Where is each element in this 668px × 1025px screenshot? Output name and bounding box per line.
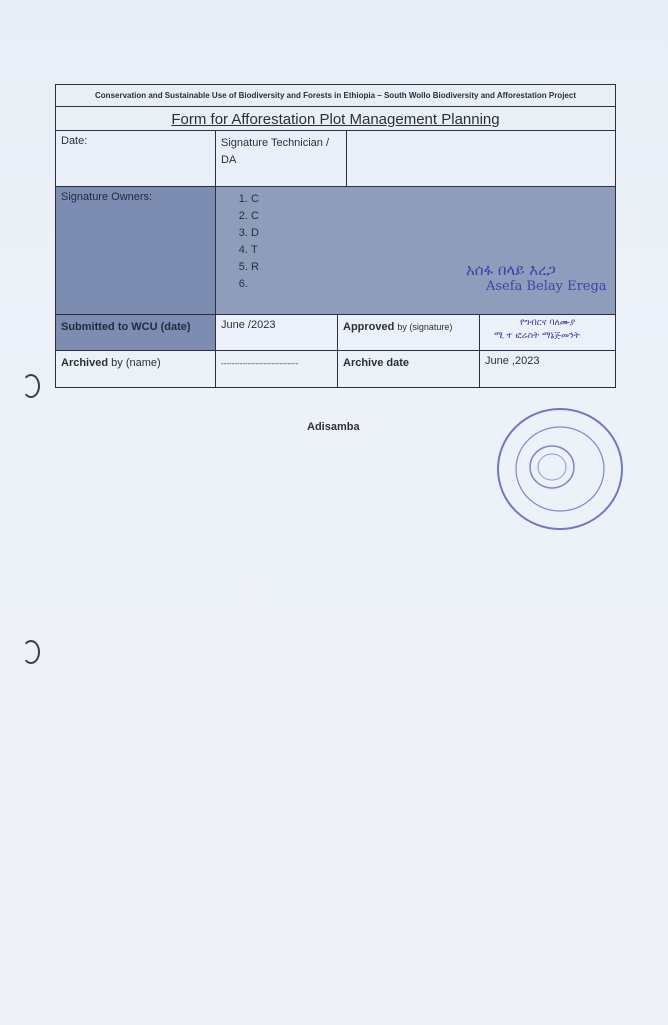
- submitted-row: [56, 315, 615, 351]
- owners-list-cell: [216, 187, 615, 314]
- afforestation-form: [55, 84, 616, 388]
- owner-item: 2. C: [251, 208, 610, 225]
- signature-technician-label: Signature Technician / DA: [216, 131, 347, 186]
- owner-item: 3. D: [251, 225, 610, 242]
- date-label: Date:: [56, 131, 216, 186]
- official-seal-icon: [494, 405, 626, 533]
- approval-signature-cell[interactable]: [480, 315, 615, 350]
- archived-value: -----------------------------: [216, 351, 338, 387]
- approved-label: Approved: [343, 321, 395, 333]
- signature-owners-row: [56, 187, 615, 315]
- project-title: Conservation and Sustainable Use of Biodiversity and Forests in Ethiopia – South Wollo Biodiversity and Afforestation Project: [95, 91, 576, 100]
- project-header-row: [56, 85, 615, 107]
- form-title-row: [56, 107, 615, 131]
- archived-row: [56, 351, 615, 387]
- archived-suffix: by (name): [111, 357, 161, 369]
- submitted-label: Submitted to WCU (date): [56, 315, 216, 350]
- approved-suffix: by (signature): [397, 322, 453, 332]
- form-title: Form for Afforestation Plot Management Planning: [171, 111, 500, 128]
- owner-item: 5. R: [251, 259, 610, 276]
- archived-label: Archived: [61, 357, 109, 369]
- archive-date-label: Archive date: [338, 351, 480, 387]
- archive-date-value: June ,2023: [485, 355, 540, 367]
- signature-owners-label: Signature Owners:: [56, 187, 216, 314]
- stamp-title-line2: ሚ ተ ፎሬስት ማኔጅመንት: [494, 331, 580, 341]
- stamp-title-line1: የግብርና ባለሙያ: [520, 318, 576, 328]
- archived-label-cell: [56, 351, 216, 387]
- date-row: [56, 131, 615, 187]
- signature-technician-field[interactable]: [347, 131, 615, 186]
- stamp-amharic-name: አሰፋ በላይ እረጋ: [466, 261, 556, 279]
- punch-hole-bottom: [22, 640, 40, 664]
- punch-hole-top: [22, 374, 40, 398]
- place-name: Adisamba: [307, 421, 360, 433]
- owner-item: 1. C: [251, 191, 610, 208]
- stamp-name: Asefa Belay Erega: [486, 279, 607, 294]
- owner-item: 4. T: [251, 242, 610, 259]
- submitted-value: June /2023: [216, 315, 338, 350]
- approved-label-cell: [338, 315, 480, 350]
